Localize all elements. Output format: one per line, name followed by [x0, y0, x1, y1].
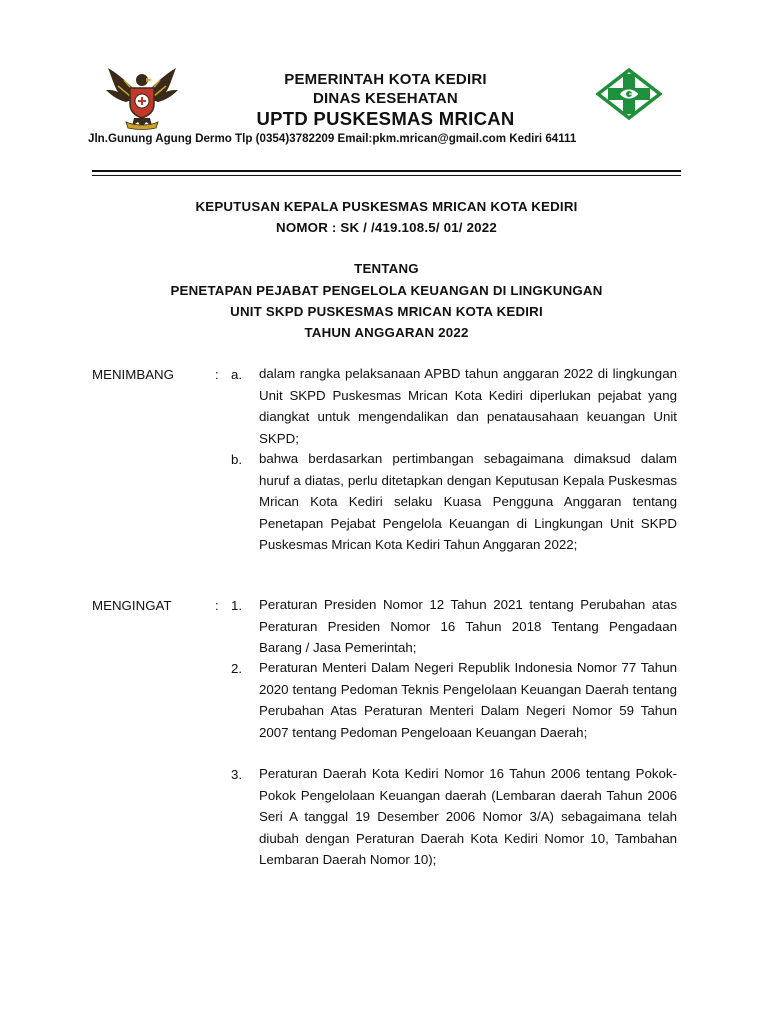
mengingat-marker-3: 3.: [231, 767, 243, 782]
mengingat-item-3: Peraturan Daerah Kota Kediri Nomor 16 Tahun 2006 tentang Pokok-Pokok Pengelolaan Keuangan daerah (Lembaran daerah Tahun 2006 Seri A tanggal 19 Desember 2006 Nomor 3/A) sebagaimana telah diubah dengan Peraturan Daerah Kota Kediri Nomor 10, Tambahan Lembaran Daerah Nomor 10);: [259, 766, 677, 867]
menimbang-marker-b: b.: [231, 452, 243, 467]
decree-subject-line2: UNIT SKPD PUSKESMAS MRICAN KOTA KEDIRI: [230, 304, 543, 319]
mengingat-item-1: Peraturan Presiden Nomor 12 Tahun 2021 tentang Perubahan atas Peraturan Presiden Nomor 16 Tahun 2018 Tentang Pengadaan Barang / Jasa Pemerintah;: [259, 597, 677, 655]
decree-about: TENTANG: [354, 261, 419, 276]
menimbang-item-a: dalam rangka pelaksanaan APBD tahun anggaran 2022 di lingkungan Unit SKPD Puskesmas Mrican Kota Kediri diperlukan pejabat yang diangkat untuk mengendalikan dan penatausahaan keuangan Unit SKPD;: [259, 366, 677, 446]
letterhead-address: Jln.Gunung Agung Dermo Tlp (0354)3782209 Email:pkm.mrican@gmail.com Kediri 64111: [88, 132, 577, 145]
menimbang-label: MENIMBANG: [92, 367, 175, 382]
menimbang-marker-a: a.: [231, 367, 243, 382]
institution-name: UPTD PUSKESMAS MRICAN: [256, 108, 515, 129]
agency-name: DINAS KESEHATAN: [313, 90, 458, 107]
mengingat-marker-2: 2.: [231, 661, 243, 676]
decree-subject-line1: PENETAPAN PEJABAT PENGELOLA KEUANGAN DI LINGKUNGAN: [170, 283, 603, 298]
letterhead: [88, 62, 683, 170]
decree-number: NOMOR : SK / /419.108.5/ 01/ 2022: [276, 220, 497, 235]
mengingat-label: MENGINGAT: [92, 598, 172, 613]
mengingat-colon: :: [215, 598, 219, 613]
menimbang-colon: :: [215, 367, 219, 382]
letterhead-divider-thin: [92, 175, 681, 176]
mengingat-marker-1: 1.: [231, 598, 243, 613]
government-name: PEMERINTAH KOTA KEDIRI: [284, 71, 487, 88]
decree-subject-line3: TAHUN ANGGARAN 2022: [304, 325, 469, 340]
mengingat-item-2: Peraturan Menteri Dalam Negeri Republik Indonesia Nomor 77 Tahun 2020 tentang Pedoman Teknis Pengelolaan Keuangan Daerah tentang Perubahan Atas Peraturan Menteri Dalam Negeri Nomor 59 Tahun 2007 tentang Pedoman Pengeloaan Keuangan Daerah;: [259, 660, 677, 740]
menimbang-item-b: bahwa berdasarkan pertimbangan sebagaimana dimaksud dalam huruf a diatas, perlu ditetapkan dengan Keputusan Kepala Puskesmas Mrican Kota Kediri selaku Kuasa Pengguna Anggaran tentang Penetapan Pejabat Pengelola Keuangan di Lingkungan Unit SKPD Puskesmas Mrican Kota Kediri Tahun Anggaran 2022;: [259, 451, 677, 552]
letterhead-divider-thick: [92, 170, 681, 172]
decree-heading: KEPUTUSAN KEPALA PUSKESMAS MRICAN KOTA KEDIRI: [195, 199, 578, 214]
letterhead-text: [88, 70, 683, 130]
puskesmas-cross-icon: [596, 68, 662, 120]
